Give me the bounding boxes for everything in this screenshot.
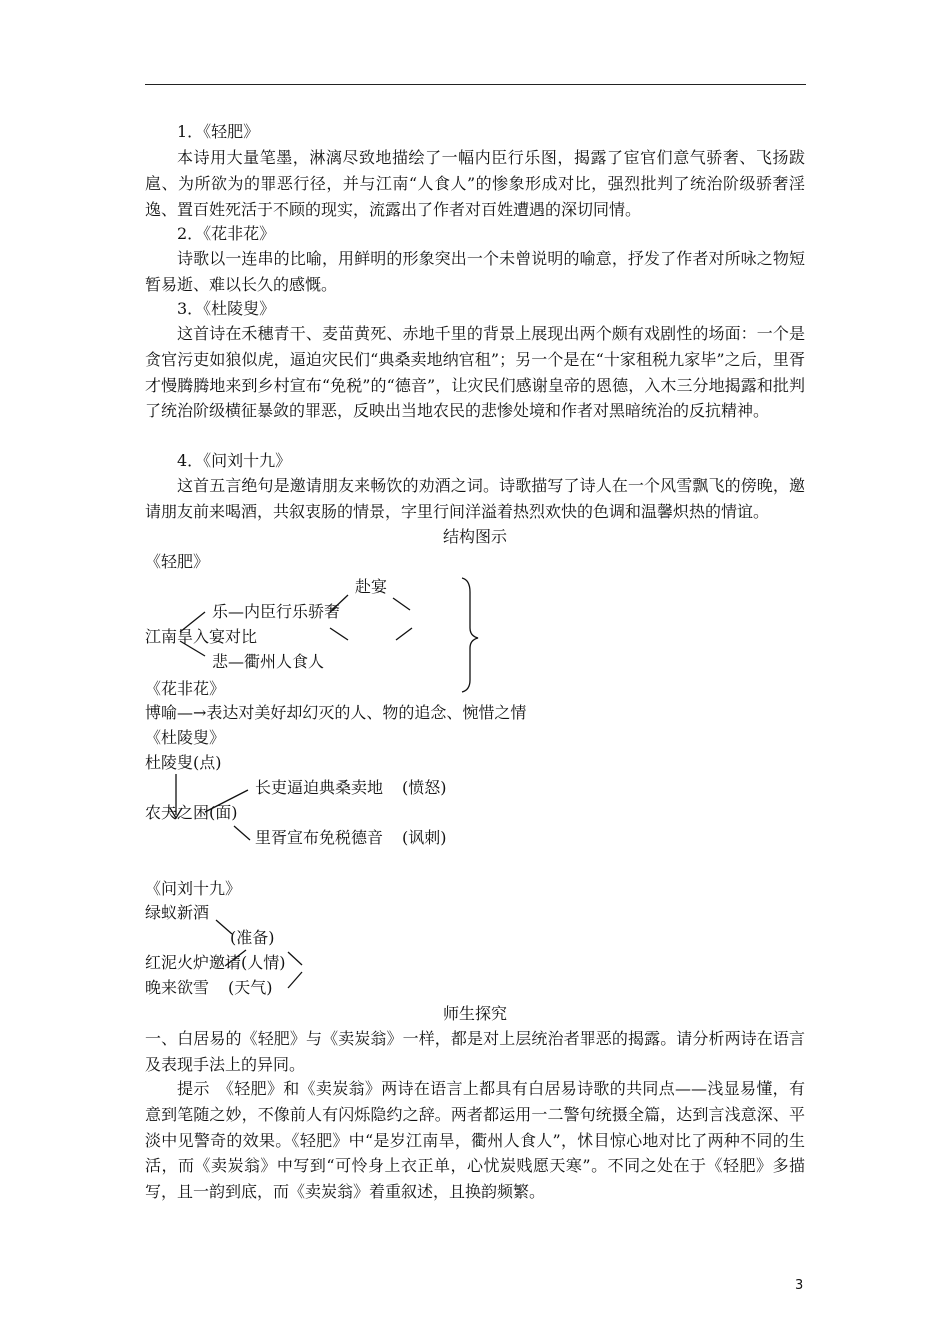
heading-dulingsou: 3．《杜陵叟》 bbox=[177, 299, 276, 318]
heading-qingfei: 1．《轻肥》 bbox=[177, 122, 260, 141]
diagram-dulingsou-dian: 杜陵叟(点) bbox=[145, 753, 222, 772]
inquiry-answer: 提示 《轻肥》和《卖炭翁》两诗在语言上都具有白居易诗歌的共同点——浅显易懂，有意到笔随之妙，不像前人有闪烁隐约之辞。两者都运用一二警句统摄全篇，达到言浅意深、平淡中见警奇的效果。《轻肥》中“是岁江南旱，衢州人食人”，怵目惊心地对比了两种不同的生活，而《卖炭翁》中写到“可怜身上衣正单，心忧炭贱愿天寒”。不同之处在于《轻肥》多描写，且一韵到底，而《卖炭翁》着重叙述，且换韵频繁。 bbox=[145, 1079, 805, 1202]
connector-mian-lixu bbox=[234, 826, 250, 840]
connector-right-up bbox=[288, 952, 302, 965]
page-number: 3 bbox=[795, 1278, 804, 1293]
inquiry-heading: 师生探究 bbox=[442, 1004, 507, 1023]
diagram-wenliu-wanlai: 晚来欲雪 bbox=[145, 978, 210, 997]
connector-fuyan-right bbox=[393, 598, 410, 610]
diagram-dulingsou-fennu: (愤怒) bbox=[402, 778, 447, 797]
heading-wenliu: 4．《问刘十九》 bbox=[177, 451, 292, 470]
diagram-qingfei-fuyan: 赴宴 bbox=[355, 577, 388, 596]
diagram-dulingsou-zhangli: 长吏逼迫典桑卖地 bbox=[255, 778, 384, 797]
heading-huafeihua: 2．《花非花》 bbox=[177, 224, 276, 243]
paragraph-huafeihua: 诗歌以一连串的比喻，用鲜明的形象突出一个未曾说明的喻意，抒发了作者对所咏之物短暂易逝、难以长久的感慨。 bbox=[145, 249, 805, 294]
diagram-qingfei-title: 《轻肥》 bbox=[145, 552, 210, 571]
diagram-wenliu-tianqi: (天气) bbox=[228, 978, 273, 997]
brace-right bbox=[462, 578, 478, 692]
connector-right-down bbox=[288, 972, 302, 988]
diagram-qingfei-root: 江南旱入宴对比 bbox=[145, 627, 258, 646]
diagram-qingfei-le: 乐—内臣行乐骄奢 bbox=[212, 602, 341, 621]
diagram-huafeihua-title: 《花非花》 bbox=[145, 679, 226, 698]
diagram-wenliu-title: 《问刘十九》 bbox=[145, 879, 242, 898]
diagram-huafeihua-line: 博喻—→表达对美好却幻灭的人、物的追念、惋惜之情 bbox=[145, 703, 527, 722]
paragraph-qingfei: 本诗用大量笔墨，淋漓尽致地描绘了一幅内臣行乐图，揭露了宦官们意气骄奢、飞扬跋扈、为所欲为的罪恶行径，并与江南“人食人”的惨象形成对比，强烈批判了统治阶级骄奢淫逸、置百姓死活于不顾的现实，流露出了作者对百姓遭遇的深切同情。 bbox=[145, 148, 805, 219]
header-rule bbox=[145, 84, 806, 85]
paragraph-dulingsou: 这首诗在禾穗青干、麦苗黄死、赤地千里的背景上展现出两个颇有戏剧性的场面：一个是贪官污吏如狼似虎，逼迫灾民们“典桑卖地纳官租”；另一个是在“十家租税九家毕”之后，里胥才慢腾腾地来到乡村宣布“免税”的“德音”，让灾民们感谢皇帝的恩德，入木三分地揭露和批判了统治阶级横征暴敛的罪恶，反映出当地农民的悲惨处境和作者对黑暗统治的反抗精神。 bbox=[145, 324, 805, 421]
diagram-wenliu-lvyi: 绿蚁新酒 bbox=[145, 903, 210, 922]
diagram-qingfei-bei: 悲—衢州人食人 bbox=[212, 652, 325, 671]
diagram-dulingsou-lixu: 里胥宣布免税德音 bbox=[255, 828, 384, 847]
diagram-dulingsou-title: 《杜陵叟》 bbox=[145, 728, 226, 747]
connector-mid-right bbox=[396, 628, 412, 640]
diagram-wenliu-hongni: 红泥火炉邀请(人情) bbox=[145, 953, 286, 972]
structure-heading: 结构图示 bbox=[442, 527, 507, 546]
diagram-dulingsou-mian: 农夫之困(面) bbox=[145, 803, 238, 822]
diagram-dulingsou-fengci: (讽刺) bbox=[402, 828, 447, 847]
diagram-wenliu-zhunbei: (准备) bbox=[230, 928, 275, 947]
inquiry-question: 一、白居易的《轻肥》与《卖炭翁》一样，都是对上层统治者罪恶的揭露。请分析两诗在语言及表现手法上的异同。 bbox=[145, 1029, 805, 1074]
paragraph-wenliu: 这首五言绝句是邀请朋友来畅饮的劝酒之词。诗歌描写了诗人在一个风雪飘飞的傍晚，邀请朋友前来喝酒，共叙衷肠的情景，字里行间洋溢着热烈欢快的色调和温馨炽热的情谊。 bbox=[145, 476, 805, 521]
connector-mid-left bbox=[330, 628, 348, 640]
